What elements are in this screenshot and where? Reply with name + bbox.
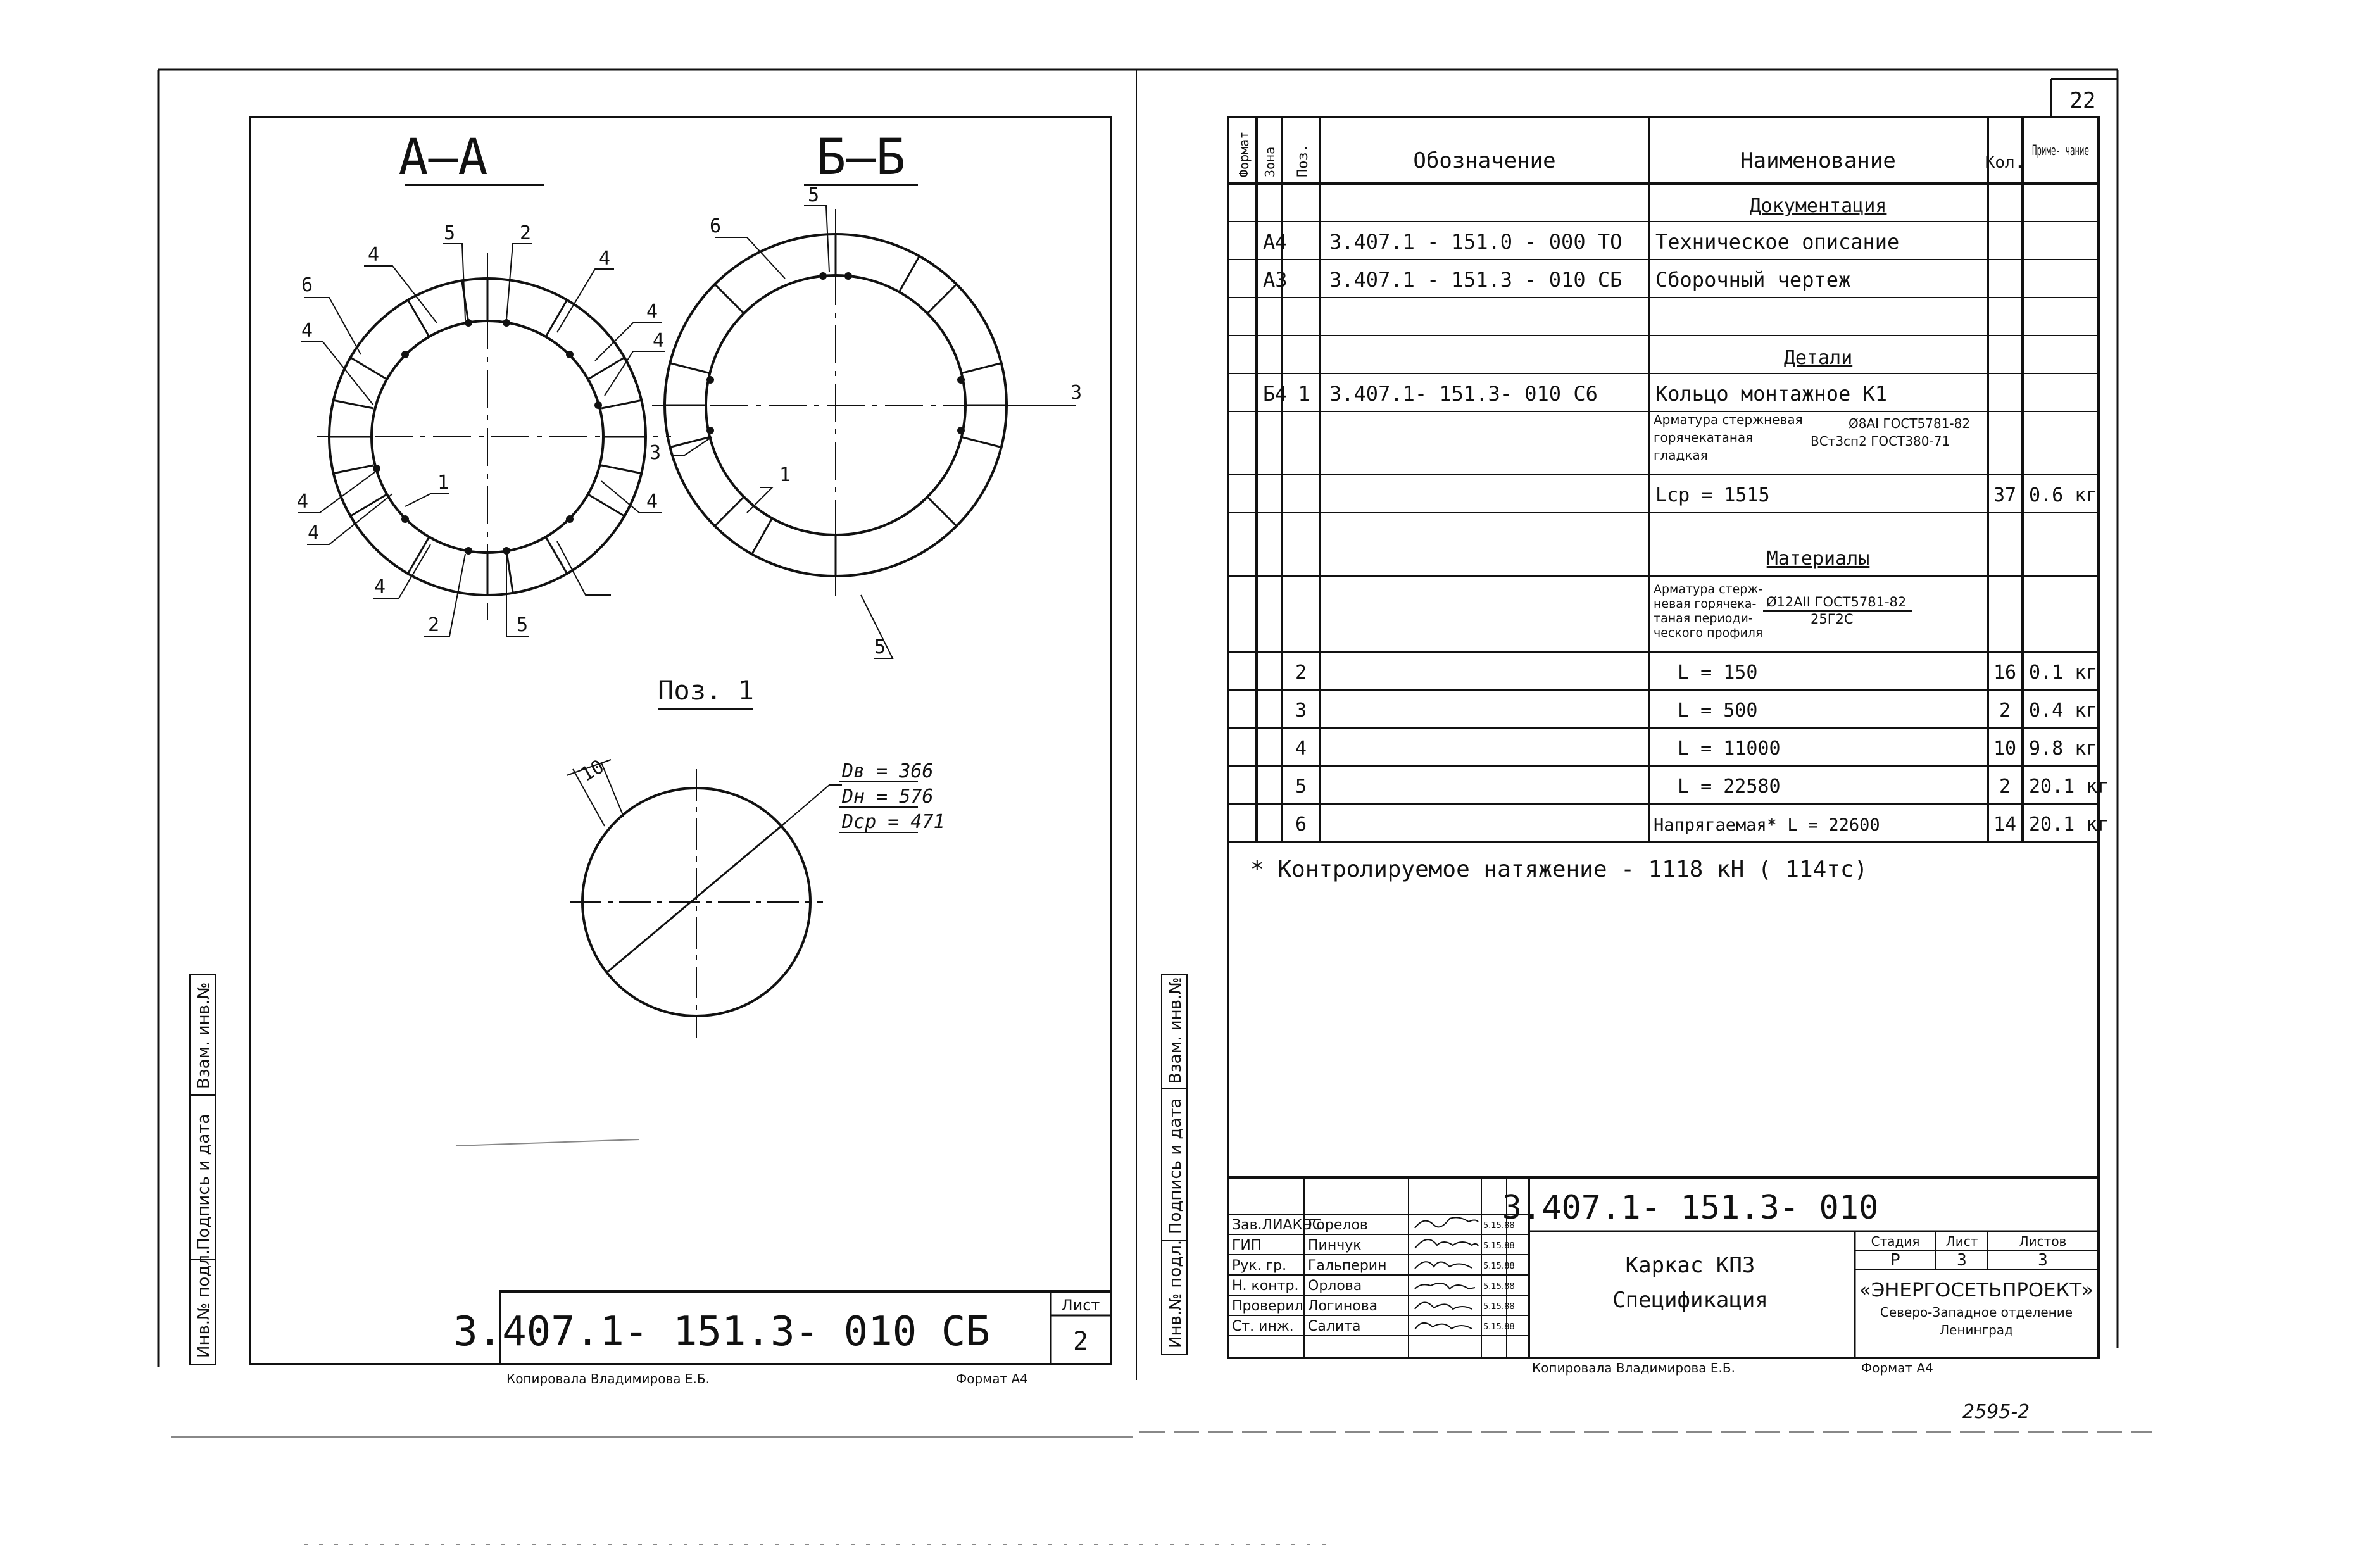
material-desc-line: Ø12АII ГОСТ5781-82 (1766, 594, 1907, 610)
person-name: Логинова (1308, 1298, 1378, 1314)
material-note: 20.1 кг (2029, 813, 2109, 836)
label-bb: 6 (709, 215, 722, 237)
sheets-value: 3 (2038, 1251, 2048, 1270)
left-title-stamp (453, 1291, 1111, 1364)
material-desc-line: ческого профиля (1654, 626, 1763, 640)
detail-qty: 37 (1993, 484, 2017, 506)
label-aa: 4 (646, 301, 658, 323)
left-sheet-number: 2 (1072, 1327, 1089, 1356)
spec-table (1228, 117, 2099, 842)
material-pos: 6 (1295, 813, 1307, 836)
material-pos: 3 (1295, 699, 1307, 722)
role: Зав.ЛИАКЭС (1232, 1217, 1322, 1233)
material-note: 0.4 кг (2029, 699, 2098, 722)
material-name: Напрягаемая* L = 22600 (1654, 815, 1880, 835)
material-pos: 5 (1295, 775, 1307, 798)
label-aa: 4 (652, 330, 665, 352)
org-name: «ЭНЕРГОСЕТЬПРОЕКТ» (1859, 1279, 2093, 1301)
label-aa: 2 (519, 222, 532, 244)
detail-name: Кольцо монтажное К1 (1655, 382, 1888, 406)
label-aa: 4 (373, 576, 386, 598)
section-aa-title: А–А (398, 129, 488, 186)
left-frame (250, 117, 1111, 1364)
title-code: 3.407.1- 151.3- 010 (1502, 1189, 1879, 1227)
header-zone: Зона (1262, 146, 1277, 177)
doc-row-name: Сборочный чертеж (1655, 268, 1851, 292)
doc-row-designation: 3.407.1 - 151.0 - 000 ТО (1329, 230, 1623, 254)
side-label-sign: Подпись и дата (1166, 1098, 1185, 1234)
header-note: Приме- чание (2032, 143, 2089, 159)
left-side-stamp (190, 975, 215, 1364)
header-designation: Обозначение (1413, 148, 1556, 173)
person-name: Салита (1308, 1319, 1361, 1334)
detail-material-line: Ø8АI ГОСТ5781-82 (1849, 416, 1971, 431)
material-qty: 2 (1999, 699, 2011, 722)
material-note: 9.8 кг (2029, 737, 2098, 760)
right-sheet (1136, 70, 2118, 1423)
label-aa: 4 (367, 244, 380, 266)
side-label-inv: Инв.№ подл. (194, 1249, 213, 1358)
label-aa: 6 (301, 274, 313, 296)
side-label-sign: Подпись и дата (194, 1113, 213, 1250)
section-aa-drawing (297, 222, 671, 636)
detail-designation: 3.407.1- 151.3- 010 С6 (1329, 382, 1598, 406)
sign-date: 5.15.88 (1483, 1282, 1515, 1291)
sheet-label: Лист (1945, 1234, 1978, 1249)
detail-pos: 1 (1298, 382, 1310, 406)
material-pos: 2 (1295, 662, 1307, 684)
sheets-label: Листов (2019, 1234, 2067, 1249)
left-sheet-label: Лист (1061, 1296, 1100, 1314)
sign-date: 5.15.88 (1483, 1302, 1515, 1312)
label-bb: 1 (779, 464, 791, 486)
detail-material-line: горячекатаная (1654, 430, 1754, 445)
label-aa: 4 (301, 320, 313, 342)
material-name: L = 150 (1678, 662, 1758, 684)
pos-title: Поз. 1 (658, 675, 754, 706)
material-qty: 2 (1999, 775, 2011, 798)
role: Н. контр. (1232, 1278, 1299, 1294)
stage-label: Стадия (1871, 1234, 1920, 1249)
material-pos: 4 (1295, 737, 1307, 760)
dim-dsr: Dср = 471 (842, 811, 945, 833)
label-bb: 3 (1070, 382, 1083, 404)
title-line2: Спецификация (1612, 1288, 1768, 1313)
header-qty: Кол. (1985, 153, 2025, 172)
title-line1: Каркас КП3 (1625, 1253, 1755, 1278)
footnote: * Контролируемое натяжение - 1118 кН ( 114тс) (1250, 856, 1868, 882)
detail-note: 0.6 кг (2029, 484, 2098, 506)
role: Проверил (1232, 1298, 1303, 1314)
side-label-replace: Взам. инв.№ (194, 982, 213, 1089)
pos-1-drawing (567, 756, 842, 1038)
pos-dim-label: 10 (577, 755, 608, 786)
material-desc-line: таная периоди- (1654, 612, 1753, 625)
archive-number: 2595-2 (1962, 1401, 2030, 1423)
role: Ст. инж. (1232, 1319, 1294, 1334)
section-materials: Материалы (1766, 548, 1870, 570)
label-bb: 5 (874, 636, 886, 658)
left-copied-by: Копировала Владимирова Е.Б. (506, 1371, 710, 1386)
sign-date: 5.15.88 (1483, 1262, 1515, 1271)
doc-row-designation: 3.407.1 - 151.3 - 010 СБ (1329, 268, 1623, 292)
dim-dn: Dн = 576 (842, 786, 934, 808)
detail-material-line: Арматура стержневая (1654, 412, 1803, 427)
material-note: 20.1 кг (2029, 775, 2109, 798)
role: Рук. гр. (1232, 1258, 1287, 1274)
doc-row-name: Техническое описание (1655, 230, 1900, 254)
sheet-value: 3 (1957, 1251, 1967, 1270)
material-desc-line: 25Г2С (1811, 612, 1854, 627)
material-note: 0.1 кг (2029, 662, 2098, 684)
label-aa: 4 (646, 491, 658, 513)
page-number: 22 (2069, 88, 2096, 113)
material-name: L = 500 (1678, 699, 1758, 722)
org-city: Ленинград (1940, 1322, 2013, 1338)
label-aa: 5 (443, 222, 456, 244)
section-documentation: Документация (1749, 195, 1887, 217)
left-doc-code: 3.407.1- 151.3- 010 СБ (453, 1308, 990, 1355)
role: ГИП (1232, 1238, 1262, 1253)
label-aa: 4 (296, 491, 309, 513)
header-name: Наименование (1740, 148, 1896, 173)
header-pos: Поз. (1295, 144, 1311, 177)
label-aa: 1 (437, 472, 449, 494)
left-sheet (158, 70, 1136, 1386)
person-name: Орлова (1308, 1278, 1362, 1294)
label-aa: 2 (427, 614, 440, 636)
section-details: Детали (1783, 347, 1853, 369)
material-name: L = 22580 (1678, 775, 1781, 798)
detail-format: Б4 (1263, 382, 1288, 406)
sign-date: 5.15.88 (1483, 1221, 1515, 1231)
dim-dv: Dв = 366 (842, 760, 934, 782)
right-format: Формат А4 (1861, 1360, 1933, 1376)
stage-value: Р (1890, 1251, 1900, 1270)
side-label-replace: Взам. инв.№ (1166, 977, 1185, 1084)
section-bb-title: Б–Б (816, 129, 906, 186)
material-qty: 16 (1993, 662, 2017, 684)
detail-material-line: ВСт3сп2 ГОСТ380-71 (1811, 434, 1950, 449)
side-label-inv: Инв.№ подл. (1166, 1239, 1185, 1348)
material-qty: 14 (1993, 813, 2017, 836)
detail-length: Lср = 1515 (1655, 484, 1770, 506)
org-branch: Северо-Западное отделение (1880, 1305, 2073, 1320)
label-bb: 5 (807, 184, 820, 206)
label-aa: 5 (516, 614, 529, 636)
right-frame (1228, 117, 2099, 1358)
right-copied-by: Копировала Владимирова Е.Б. (1532, 1360, 1735, 1376)
person-name: Горелов (1308, 1217, 1368, 1233)
sign-date: 5.15.88 (1483, 1241, 1515, 1251)
material-qty: 10 (1993, 737, 2017, 760)
label-aa: 4 (307, 522, 320, 544)
detail-material-line: гладкая (1654, 448, 1708, 463)
doc-row-format: А3 (1263, 268, 1288, 292)
label-bb: 3 (649, 442, 662, 464)
material-name: L = 11000 (1678, 737, 1781, 760)
header-format: Формат (1236, 131, 1252, 177)
left-format: Формат А4 (956, 1371, 1028, 1386)
material-desc-line: невая горячека- (1654, 597, 1757, 611)
sign-date: 5.15.88 (1483, 1322, 1515, 1332)
person-name: Пинчук (1308, 1238, 1362, 1253)
label-aa: 4 (598, 248, 611, 270)
right-side-stamp (1162, 975, 1187, 1355)
doc-row-format: А4 (1263, 230, 1288, 254)
section-bb-drawing (650, 184, 1082, 658)
person-name: Гальперин (1308, 1258, 1387, 1274)
material-desc-line: Арматура стерж- (1654, 582, 1763, 596)
